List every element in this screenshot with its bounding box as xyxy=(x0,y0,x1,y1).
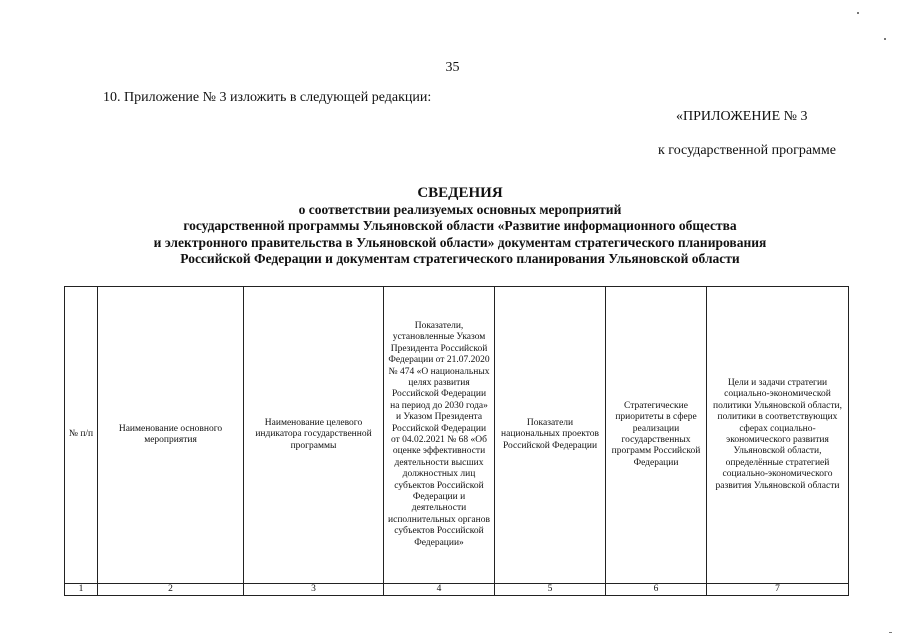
header-cell-strategic-priorities: Стратегические приоритеты в сфере реализации государственных программ Российской Федерации xyxy=(606,287,707,584)
table-header-row xyxy=(65,287,849,584)
page-number: 35 xyxy=(445,60,460,75)
document-heading xyxy=(60,185,860,268)
column-number: 2 xyxy=(98,584,244,596)
correspondence-table xyxy=(64,286,849,596)
scan-speck xyxy=(857,12,859,14)
column-number: 4 xyxy=(384,584,495,596)
column-number: 6 xyxy=(606,584,707,596)
amendment-intro: 10. Приложение № 3 изложить в следующей редакции: xyxy=(103,90,432,105)
appendix-subtitle: к государственной программе xyxy=(658,143,836,158)
heading-line-3: и электронного правительства в Ульяновской области» документам стратегического планирования xyxy=(153,234,767,250)
header-cell-regional-goals: Цели и задачи стратегии социально-экономической политики Ульяновской области, политики в соответствующих сферах социально-экономического развития Ульяновской области, определённые стратегией социально-экономического развития Ульяновской области xyxy=(707,287,849,584)
heading-line-2: государственной программы Ульяновской области «Развитие информационного общества xyxy=(183,218,737,234)
table-number-row xyxy=(65,584,849,596)
header-cell-main-activity: Наименование основного мероприятия xyxy=(98,287,244,584)
heading-main: СВЕДЕНИЯ xyxy=(417,185,503,201)
header-cell-target-indicator: Наименование целевого индикатора государственной программы xyxy=(244,287,384,584)
header-cell-presidential-indicators: Показатели, установленные Указом Президента Российской Федерации от 21.07.2020 № 474 «О национальных целях развития Российской Федерации на период до 2030 года» и Указом Президента Российской Федерации от 04.02.2021 № 68 «Об оценке эффективности деятельности высших должностных лиц субъектов Российской Федерации и деятельности исполнительных органов субъектов Российской Федерации» xyxy=(384,287,495,584)
column-number: 1 xyxy=(65,584,98,596)
scan-speck xyxy=(884,38,886,40)
column-number: 7 xyxy=(707,584,849,596)
header-cell-number: № п/п xyxy=(65,287,98,584)
scan-speck xyxy=(889,632,892,633)
header-cell-national-projects: Показатели национальных проектов Российской Федерации xyxy=(495,287,606,584)
column-number: 3 xyxy=(244,584,384,596)
heading-line-4: Российской Федерации и документам стратегического планирования Ульяновской области xyxy=(180,251,740,267)
appendix-title: «ПРИЛОЖЕНИЕ № 3 xyxy=(676,109,808,124)
heading-line-1: о соответствии реализуемых основных мероприятий xyxy=(298,201,622,217)
column-number: 5 xyxy=(495,584,606,596)
